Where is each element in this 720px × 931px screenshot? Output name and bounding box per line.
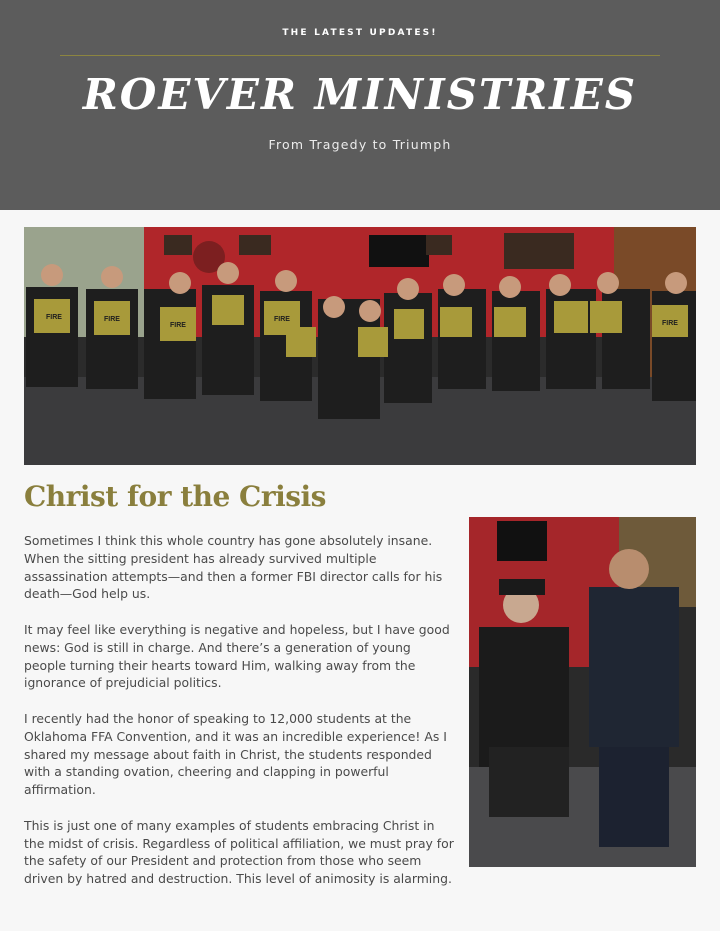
firefighters-group-photo [24,227,696,465]
speaker-with-officer-photo [469,517,696,867]
header-kicker: THE LATEST UPDATES! [282,28,438,38]
vest-label: FIRE [274,316,290,323]
vest-label: FIRE [662,320,678,327]
vest-label: FIRE [170,322,186,329]
vest-label: FIRE [46,314,62,321]
header-tagline: From Tragedy to Triumph [268,137,452,152]
header-divider [60,55,660,56]
brand-title: ROEVER MINISTRIES [82,70,638,119]
article-body [24,532,456,906]
header-banner [0,0,720,210]
article-paragraph: This is just one of many examples of students embracing Christ in the midst of crisis. Regardless of political affiliation, we must pray for the safety of our President and protection from those who seem driven by hatred and destruction. This level of animosity is alarming. [24,817,454,887]
article-title: Christ for the Crisis [24,480,326,513]
vest-label: FIRE [104,316,120,323]
article-paragraph: I recently had the honor of speaking to 12,000 students at the Oklahoma FFA Convention, and it was an incredible experience! As I shared my message about faith in Christ, the students responded with a standing ovation, cheering and clapping in powerful affirmation. [24,710,447,798]
article-paragraph: It may feel like everything is negative and hopeless, but I have good news: God is still in charge. And there’s a generation of young people turning their hearts toward Him, walking away from the ignorance of prejudicial politics. [24,621,450,691]
article-paragraph: Sometimes I think this whole country has gone absolutely insane. When the sitting president has already survived multiple assassination attempts—and then a former FBI director calls for his death—God help us. [24,533,443,602]
